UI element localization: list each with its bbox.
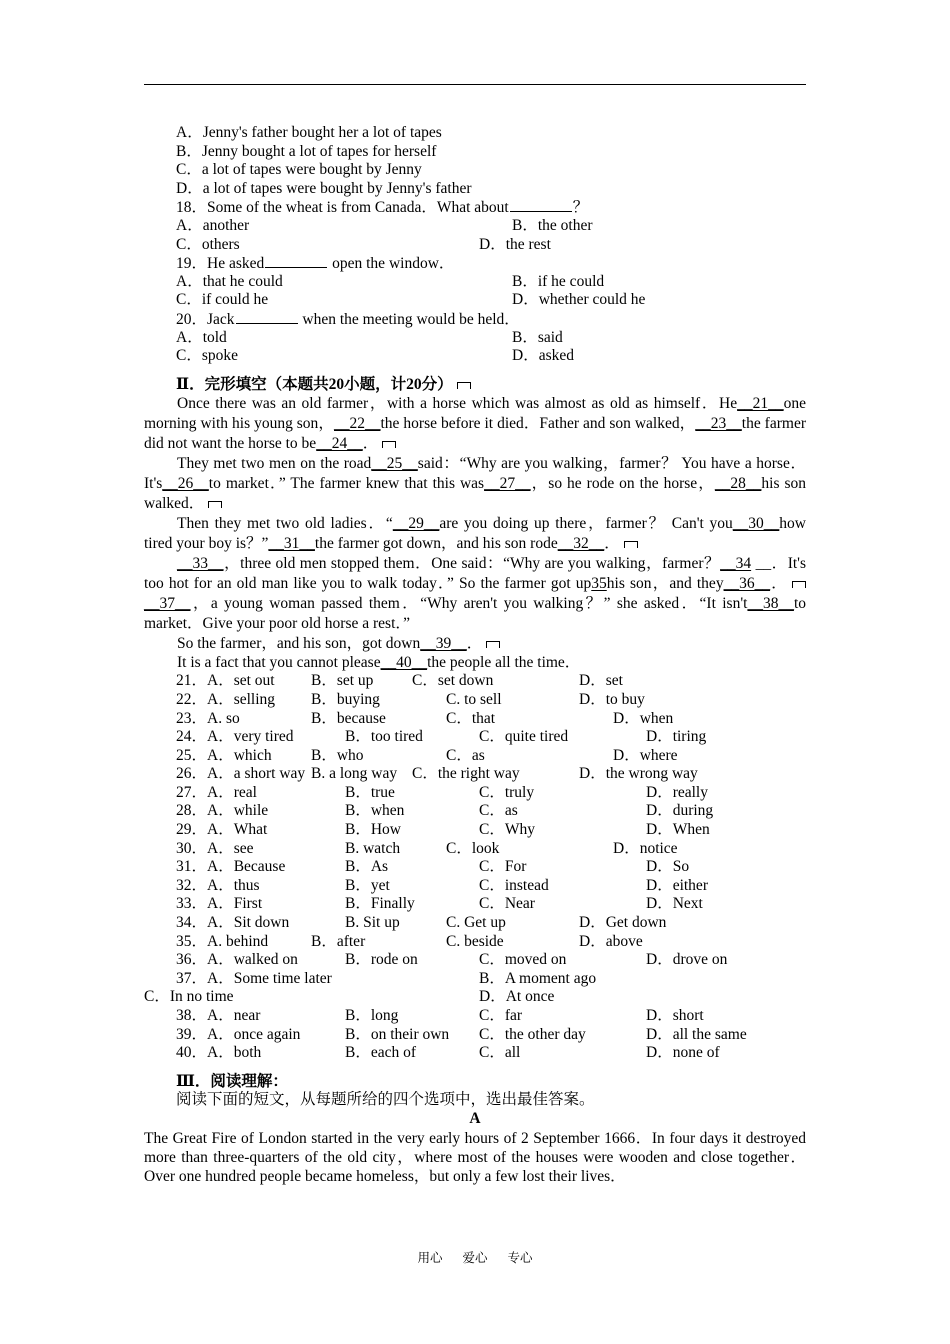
cloze-paragraph-5: So the farmer，and his son，got down__39__． — [144, 634, 806, 653]
blank-27: __27__ — [484, 475, 531, 493]
cloze-option: C．In no time — [144, 988, 234, 1006]
cloze-option: 37．A．Some time later — [176, 969, 332, 987]
cloze-option: B．As — [345, 858, 389, 876]
footer-text-2: 爱心 — [462, 1250, 488, 1265]
cloze-option: 22．A．selling — [176, 690, 276, 708]
cloze-option: 33．A．First — [176, 895, 263, 913]
blank-34: __34 — [720, 555, 752, 573]
cloze-option: D．when — [613, 709, 674, 727]
cloze-option: D．to buy — [579, 690, 645, 708]
q19-options-row2 — [144, 291, 806, 310]
cloze-option: 24．A．very tired — [176, 728, 294, 746]
cloze-option: C．Near — [479, 895, 535, 913]
cloze-option: D．none of — [646, 1044, 720, 1062]
cloze-option-row — [144, 858, 806, 877]
cloze-option: C．as — [479, 802, 518, 820]
q18-option-c: C．others — [176, 235, 240, 253]
cloze-option: B．on their own — [345, 1025, 450, 1043]
cloze-option: D．where — [613, 746, 678, 764]
cloze-option-row — [144, 691, 806, 710]
cloze-option-row — [144, 1026, 806, 1045]
page-content — [144, 124, 806, 1186]
cloze-option-row — [144, 821, 806, 840]
blank-29: __29__ — [392, 515, 440, 533]
blank-22: __22__ — [334, 415, 381, 433]
paragraph-mark-icon — [208, 501, 222, 508]
q19-options-row1 — [144, 273, 806, 292]
cloze-option-row — [144, 840, 806, 859]
q19-option-a: A．that he could — [176, 272, 283, 290]
cloze-option: B. watch — [345, 839, 401, 857]
q17-option-c: C．a lot of tapes were bought by Jenny — [176, 161, 422, 179]
blank-24: __24__ — [316, 435, 363, 453]
cloze-option: 27．A．real — [176, 783, 257, 801]
cloze-option: 25．A．which — [176, 746, 272, 764]
q19-option-c: C．if could he — [176, 291, 269, 309]
cloze-option-row — [144, 988, 806, 1007]
cloze-option: C．that — [446, 709, 496, 727]
cloze-option: B．Finally — [345, 895, 415, 913]
cloze-paragraph-1: Once there was an old farmer，with a horse which was almost as old as himself．He__21__one morning with his young son，__22__the horse before it died．Father and son walked，__23__the farmer did not want the horse to be__24__． — [144, 395, 806, 453]
cloze-option: D．short — [646, 1007, 704, 1024]
q18-stem: 18．Some of the wheat is from Canada．What about ？ — [176, 199, 589, 217]
q20-options-row1 — [144, 329, 806, 348]
paragraph-mark-icon — [624, 541, 638, 548]
header-rule — [144, 84, 806, 85]
cloze-options — [144, 672, 806, 1062]
cloze-option: 32．A．thus — [176, 876, 260, 894]
cloze-option: B．rode on — [345, 951, 418, 969]
cloze-option: B．set up — [311, 672, 374, 690]
cloze-option: B．when — [345, 802, 405, 820]
cloze-option: C．For — [479, 858, 527, 876]
cloze-option-row — [144, 951, 806, 970]
cloze-option-row — [144, 877, 806, 896]
footer-text-1: 用心 — [417, 1250, 443, 1265]
blank-33: __33__ — [177, 555, 224, 573]
cloze-option: B．after — [311, 932, 366, 950]
cloze-option: 34．A．Sit down — [176, 914, 290, 932]
cloze-option: B．true — [345, 783, 395, 801]
cloze-option: C．all — [479, 1044, 521, 1062]
cloze-option-row — [144, 784, 806, 803]
cloze-option: D．all the same — [646, 1025, 747, 1043]
cloze-option: C. beside — [446, 932, 504, 950]
cloze-option-row — [144, 914, 806, 933]
cloze-option: 38．A．near — [176, 1007, 261, 1024]
cloze-option: C. Get up — [446, 914, 506, 932]
blank-31: __31__ — [268, 535, 315, 553]
cloze-option: C．instead — [479, 876, 549, 894]
cloze-option: B．who — [311, 746, 364, 764]
cloze-option-row — [144, 970, 806, 989]
q19-option-b: B．if he could — [512, 272, 605, 290]
cloze-option-row — [144, 747, 806, 766]
blank-25: __25__ — [371, 455, 418, 473]
q19-stem: 19．He asked open the window． — [176, 255, 455, 273]
cloze-option: C．the other day — [479, 1025, 586, 1043]
cloze-option-row — [144, 710, 806, 729]
cloze-option: B．too tired — [345, 728, 423, 746]
q20-option-a: A．told — [176, 328, 227, 346]
cloze-option: C．as — [446, 746, 485, 764]
section3-instruction: 阅读下面的短文，从每题所给的四个选项中，选出最佳答案。 — [176, 1091, 595, 1109]
blank-38: __38__ — [747, 595, 794, 613]
cloze-option: 29．A．What — [176, 821, 268, 839]
cloze-option: 21．A．set out — [176, 672, 275, 690]
blank-28: __28__ — [714, 475, 762, 493]
q18-option-b: B．the other — [512, 216, 593, 234]
cloze-option: 23．A. so — [176, 709, 240, 727]
blank-21: __21__ — [737, 395, 784, 413]
cloze-option: C．truly — [479, 783, 535, 801]
q17-option-d: D．a lot of tapes were bought by Jenny's father — [176, 179, 472, 197]
cloze-option: D．So — [646, 858, 690, 876]
cloze-option: D．Next — [646, 895, 703, 913]
blank-26: __26__ — [162, 475, 209, 493]
q19-blank — [265, 254, 327, 268]
cloze-paragraph-2: They met two men on the road__25__said：“Why are you walking，farmer？ You have a horse．It's__26__to market．” The farmer knew that this was__27__，so he rode on the horse，__28__his son walked． — [144, 455, 806, 513]
cloze-option-row — [144, 765, 806, 784]
cloze-paragraph-3: Then they met two old ladies．“__29__are you doing up there，farmer？ Can't you__30__how tired your boy is？”__31__the farmer got down，and his son rode__32__． — [144, 515, 806, 553]
cloze-option: D．Get down — [579, 914, 667, 932]
page-footer — [0, 1248, 950, 1266]
cloze-option: C．set down — [412, 672, 494, 690]
q17-option-a: A．Jenny's father bought her a lot of tapes — [176, 124, 442, 141]
q19-option-d: D．whether could he — [512, 291, 646, 309]
section3-title: Ⅲ．阅读理解： — [176, 1072, 288, 1090]
cloze-option: B．because — [311, 709, 386, 727]
cloze-option-row — [144, 728, 806, 747]
q20-blank — [236, 310, 298, 324]
q18-options-row2 — [144, 236, 806, 255]
cloze-option: B．A moment ago — [479, 969, 597, 987]
cloze-option: 31．A．Because — [176, 858, 286, 876]
paragraph-mark-icon — [486, 641, 500, 648]
q18-options-row1 — [144, 217, 806, 236]
blank-32: __32__ — [557, 535, 605, 553]
cloze-option: 36．A．walked on — [176, 951, 298, 969]
cloze-option: B. a long way — [311, 765, 398, 783]
footer-text-3: 专心 — [507, 1250, 533, 1265]
cloze-option: B．buying — [311, 690, 380, 708]
cloze-option: D．When — [646, 821, 710, 839]
cloze-option: B. Sit up — [345, 914, 400, 932]
cloze-option: C．Why — [479, 821, 535, 839]
blank-36: __36__ — [723, 575, 771, 593]
q18-option-a: A．another — [176, 216, 250, 234]
blank-30: __30__ — [732, 515, 780, 533]
paragraph-mark-icon — [382, 441, 396, 448]
cloze-option-row — [144, 672, 806, 691]
blank-39: __39__ — [420, 635, 467, 653]
cloze-option-row — [144, 1044, 806, 1063]
cloze-option: C．look — [446, 839, 500, 857]
paragraph-mark-icon — [457, 382, 471, 389]
q18-option-d: D．the rest — [479, 235, 551, 253]
q20-option-d: D．asked — [512, 347, 574, 365]
cloze-option: D．drove on — [646, 951, 728, 969]
cloze-option: C. to sell — [446, 690, 502, 708]
blank-23: __23__ — [695, 415, 742, 433]
q20-option-b: B．said — [512, 328, 563, 346]
cloze-option: 40．A．both — [176, 1044, 262, 1062]
cloze-paragraph-6: It is a fact that you cannot please__40__the people all the time． — [177, 654, 581, 672]
cloze-option-row — [144, 933, 806, 952]
q20-stem: 20．Jack when the meeting would be held． — [176, 310, 520, 328]
blank-37: __37__ — [144, 595, 191, 613]
q20-options-row2 — [144, 347, 806, 366]
cloze-option: D．during — [646, 802, 714, 820]
cloze-option-row — [144, 1007, 806, 1026]
passage-a-text: The Great Fire of London started in the very early hours of 2 September 1666．In four days it destroyed more than three-quarters of the old city，where most of the houses were wooden and close together．Over one hundred people became homeless，but only a few lost their lives． — [144, 1129, 806, 1185]
q20-option-c: C．spoke — [176, 347, 239, 365]
blank-35: 35 — [591, 575, 607, 593]
cloze-option: C．quite tired — [479, 728, 569, 746]
section2-title: Ⅱ．完形填空（本题共20小题，计20分） — [144, 376, 806, 395]
cloze-option: B．each of — [345, 1044, 417, 1062]
cloze-option: 26．A．a short way — [176, 765, 306, 783]
cloze-option: 35．A. behind — [176, 932, 269, 950]
cloze-option: 28．A．while — [176, 802, 269, 820]
cloze-option: C．moved on — [479, 951, 567, 969]
paragraph-mark-icon — [792, 581, 806, 588]
cloze-option-row — [144, 895, 806, 914]
blank-40: __40__ — [380, 654, 428, 672]
q18-blank — [510, 198, 572, 212]
cloze-option: D．tiring — [646, 728, 707, 746]
cloze-option: C．the right way — [412, 765, 520, 783]
q17-option-b: B．Jenny bought a lot of tapes for herself — [176, 142, 437, 160]
cloze-option: D．set — [579, 672, 623, 690]
cloze-option: 30．A．see — [176, 839, 254, 857]
cloze-option: D．above — [579, 932, 643, 950]
cloze-paragraph-4: __33__，three old men stopped them．One said：“Why are you walking，farmer？__34 __．It's too hot for an old man like you to walk today．” So the farmer got up35his son，and they__36__．__37__，a young woman passed them．“Why aren't you walking？” she asked．“It isn't__38__to market．Give your poor old horse a rest．” — [144, 555, 806, 633]
cloze-option-row — [144, 802, 806, 821]
cloze-option: B．long — [345, 1007, 399, 1024]
cloze-option: C．far — [479, 1007, 523, 1024]
cloze-option: B．yet — [345, 876, 390, 894]
cloze-option: D．the wrong way — [579, 765, 698, 783]
cloze-option: D．notice — [613, 839, 678, 857]
cloze-option: D．At once — [479, 988, 555, 1006]
cloze-option: D．either — [646, 876, 708, 894]
cloze-option: B．How — [345, 821, 401, 839]
cloze-option: D．really — [646, 783, 708, 801]
passage-label: A — [469, 1109, 481, 1127]
cloze-option: 39．A．once again — [176, 1025, 301, 1043]
